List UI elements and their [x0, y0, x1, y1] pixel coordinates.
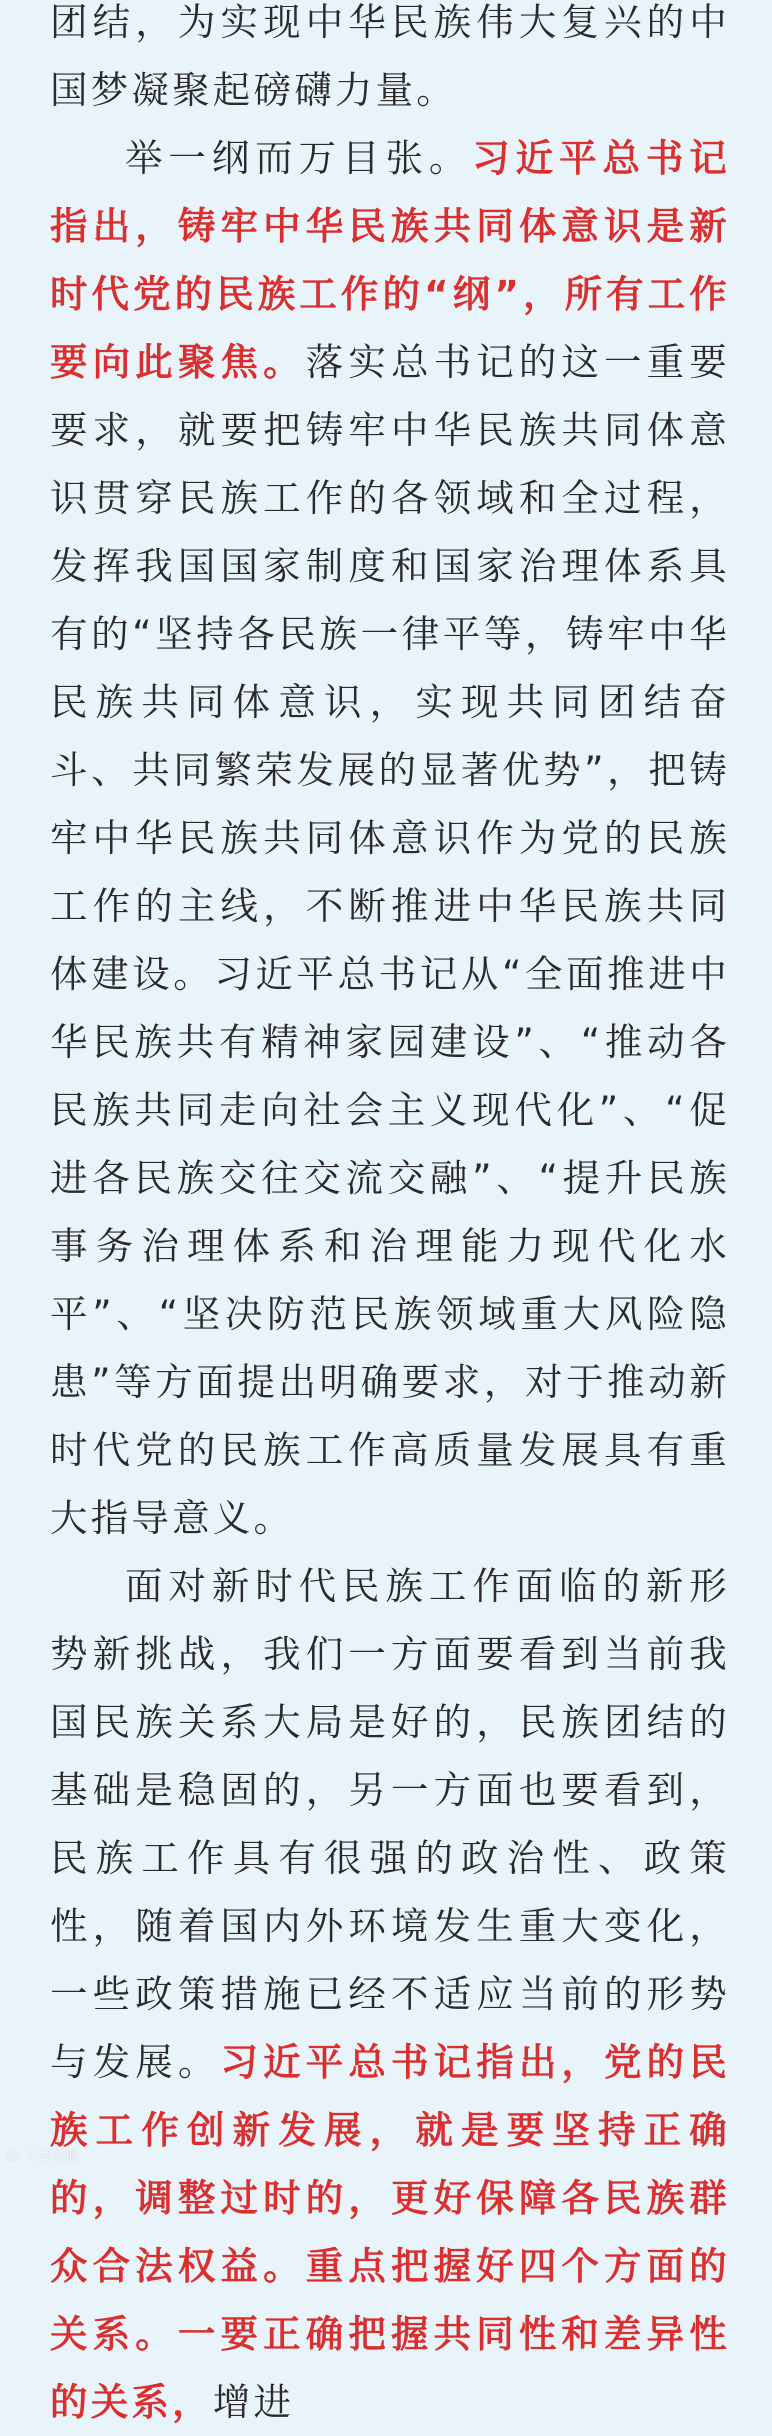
paragraph-1: [50, 0, 730, 124]
paragraph-2-highlight: 习近平总书记指出，铸牢中华民族共同体意识是新时代党的民族工作的“纲”，所有工作要向此聚焦。: [50, 136, 730, 384]
paragraph-3-highlight: 习近平总书记指出，党的民族工作创新发展，就是要坚持正确的，调整过时的，更好保障各民族群众合法权益。重点把握好四个方面的关系。一要正确把握共同性和差异性的关系，: [50, 2040, 730, 2424]
paragraph-2-lead: 举一纲而万目张。: [125, 136, 473, 180]
paragraph-1-text: 团结，为实现中华民族伟大复兴的中国梦凝聚起磅礴力量。: [50, 0, 730, 112]
watermark-logo: © 人民日报: [6, 2149, 79, 2164]
paragraph-2: [50, 124, 730, 1552]
article-body: [50, 0, 730, 2436]
paragraph-3-tail: 增进: [212, 2380, 295, 2424]
paragraph-2-body: 落实总书记的这一重要要求，就要把铸牢中华民族共同体意识贯穿民族工作的各领域和全过程，发挥我国国家制度和国家治理体系具有的“坚持各民族一律平等，铸牢中华民族共同体意识，实现共同团结奋斗、共同繁荣发展的显著优势”，把铸牢中华民族共同体意识作为党的民族工作的主线，不断推进中华民族共同体建设。习近平总书记从“全面推进中华民族共有精神家园建设”、“推动各民族共同走向社会主义现代化”、“促进各民族交往交流交融”、“提升民族事务治理体系和治理能力现代化水平”、“坚决防范民族领域重大风险隐患”等方面提出明确要求，对于推动新时代党的民族工作高质量发展具有重大指导意义。: [50, 340, 730, 1540]
paragraph-3-lead: 面对新时代民族工作面临的新形势新挑战，我们一方面要看到当前我国民族关系大局是好的，民族团结的基础是稳固的，另一方面也要看到，民族工作具有很强的政治性、政策性，随着国内外环境发生重大变化，一些政策措施已经不适应当前的形势与发展。: [50, 1564, 730, 2084]
paragraph-3: [50, 1552, 730, 2436]
